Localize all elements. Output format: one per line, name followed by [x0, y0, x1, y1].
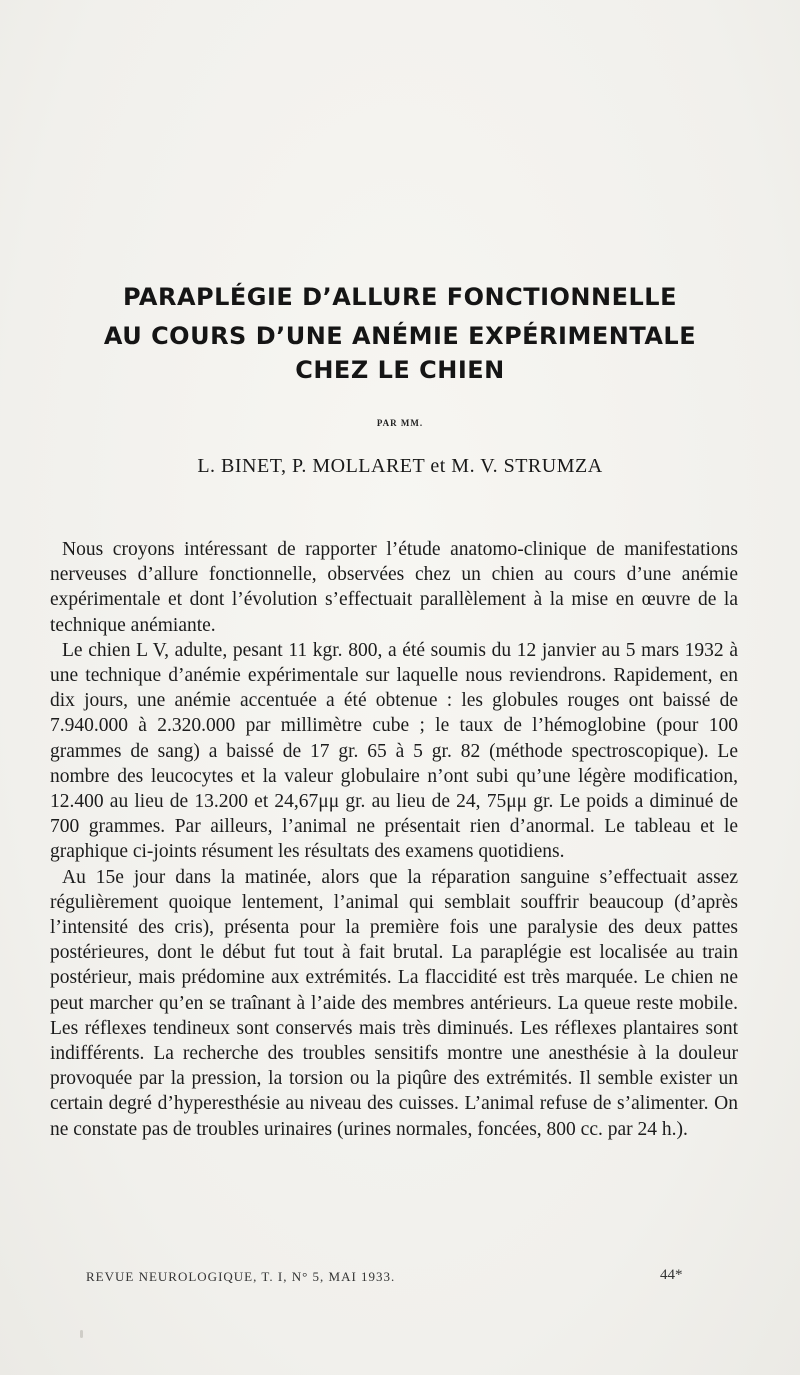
scan-smudge: [80, 1330, 83, 1338]
article-title-line-2: AU COURS D’UNE ANÉMIE EXPÉRIMENTALE: [103, 322, 697, 350]
paragraph-1: Nous croyons intéressant de rapporter l’étude anatomo-clinique de manifestations nerveuses d’allure fonctionnelle, observées chez un chien au cours d’une anémie expérimentale et dont l’évolution s’effectuait parallèlement à la mise en œuvre de la technique anémiante.: [50, 539, 738, 636]
byline-prefix: PAR MM.: [376, 418, 424, 428]
article-body: [50, 537, 738, 1142]
article-title-line-3: CHEZ LE CHIEN: [295, 356, 505, 384]
authors: L. BINET, P. MOLLARET et M. V. STRUMZA: [197, 455, 603, 477]
article-title-line-1: PARAPLÉGIE D’ALLURE FONCTIONNELLE: [123, 283, 677, 311]
journal-citation: REVUE NEUROLOGIQUE, T. I, N° 5, MAI 1933.: [86, 1269, 396, 1284]
page-marker: 44*: [660, 1267, 683, 1283]
paragraph-2: Le chien L V, adulte, pesant 11 kgr. 800, a été soumis du 12 janvier au 5 mars 1932 à une technique d’anémie expérimentale sur laquelle nous reviendrons. Rapidement, en dix jours, une anémie accentuée a été obtenue : les globules rouges ont baissé de 7.940.000 à 2.320.000 par millimètre cube ; le taux de l’hémoglobine (pour 100 grammes de sang) a baissé de 17 gr. 65 à 5 gr. 82 (méthode spectroscopique). Le nombre des leucocytes et la valeur globulaire n’ont subi qu’une légère modification, 12.400 au lieu de 13.200 et 24,67μμ gr. au lieu de 24, 75μμ gr. Le poids a diminué de 700 grammes. Par ailleurs, l’animal ne présentait rien d’anormal. Le tableau et le graphique ci-joints résument les résultats des examens quotidiens.: [50, 639, 738, 863]
paragraph-3: Au 15e jour dans la matinée, alors que la réparation sanguine s’effectuait assez régulièrement quoique lentement, l’animal qui semblait souffrir beaucoup (d’après l’intensité des cris), présenta pour la première fois une paralysie des deux pattes postérieures, dont le début fut tout à fait brutal. La paraplégie est localisée au train postérieur, mais prédomine aux extrémités. La flaccidité est très marquée. Le chien ne peut marcher qu’en se traînant à l’aide des membres antérieurs. La queue reste mobile. Les réflexes tendineux sont conservés mais très diminués. Les réflexes plantaires sont indifférents. La recherche des troubles sensitifs montre une anesthésie à la douleur provoquée par la pression, la torsion ou la piqûre des extrémités. Il semble exister un certain degré d’hyperesthésie au niveau des cuisses. L’animal refuse de s’alimenter. On ne constate pas de troubles urinaires (urines normales, foncées, 800 cc. par 24 h.).: [50, 866, 738, 1140]
